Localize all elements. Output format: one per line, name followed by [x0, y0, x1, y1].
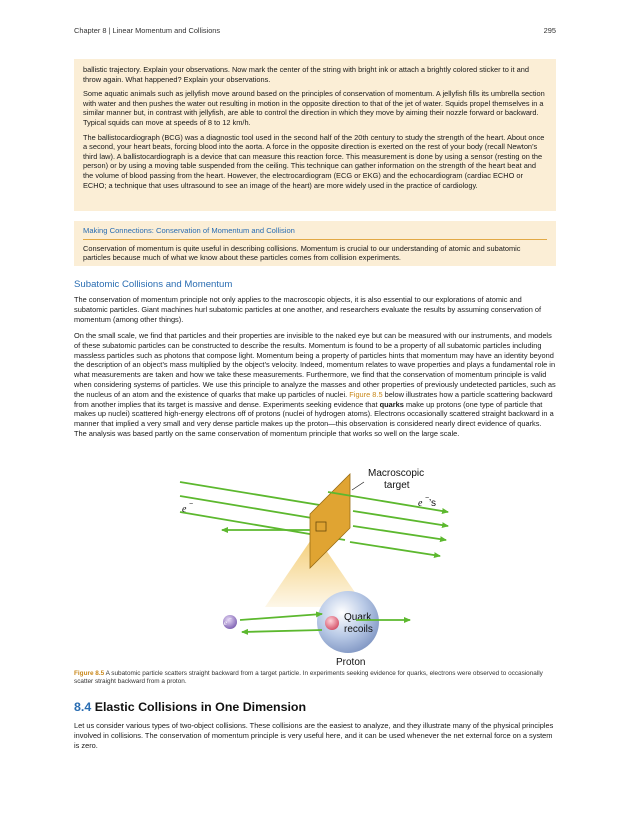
section-heading: Subatomic Collisions and Momentum	[74, 279, 233, 290]
box-title: Making Connections: Conservation of Momentum and Collision	[83, 226, 547, 240]
label-quark-line2: recoils	[344, 624, 373, 635]
label-e-small: e	[224, 619, 228, 627]
label-e-minus: e	[182, 504, 187, 515]
running-header	[74, 26, 556, 38]
paragraph-1: The conservation of momentum principle not only applies to the macroscopic objects, it is also essential to our explorations of atomic and subatomic particles. Giant machines hurl subatomic particles at one another, and researchers evaluate the results by assuming conservation of momentum (among other things).	[74, 295, 542, 324]
caption-text: A subatomic particle scatters straight backward from a target particle. In experiments seeking evidence for quarks, electrons were observed to occasionally scatter straight backward from a proton.	[74, 670, 543, 686]
figure-caption	[74, 670, 556, 686]
label-e-s-sup: −	[425, 495, 430, 502]
page-number: 295	[543, 26, 556, 35]
chapter-title: Chapter 8 | Linear Momentum and Collisions	[74, 26, 221, 35]
caption-label: Figure 8.5	[74, 670, 105, 677]
box-paragraph-3: The ballistocardiograph (BCG) was a diagnostic tool used in the second half of the 20th century to study the strength of the heart. About once a second, your heart beats, forcing blood into the aorta. A force in the opposite direction is exerted on the rest of your body (recall Newton’s third law). A ballistocardiograph is a device that can measure this reaction force. This measurement is done by using a sensor (resting on the person) or by using a moving table suspended from the ceiling. This technique can gather information on the strength of the heart beat and the volume of blood passing from the heart. However, the electrocardiogram (ECG or EKG) and the echocardiogram (cardiac ECHO or ECHO; a technique that uses ultrasound to see an image of the heart) are more widely used in the practice of cardiology.	[83, 132, 545, 190]
bold-term-quarks: quarks	[379, 399, 404, 409]
outgoing-arrow-2	[353, 526, 446, 540]
outgoing-arrow-3	[350, 542, 440, 556]
label-e-minus-sup: −	[189, 501, 194, 508]
figure-scattering-diagram	[150, 462, 480, 667]
section-title: Elastic Collisions in One Dimension	[94, 700, 307, 714]
electron-backscatter-arrow	[242, 630, 322, 632]
label-target-leader	[352, 482, 364, 490]
label-e-s: e	[418, 498, 423, 509]
label-target-line2: target	[384, 480, 410, 491]
label-e-small-sup: −	[229, 616, 232, 622]
label-e-s-suffix: ’s	[429, 498, 437, 509]
box-paragraph-2: Some aquatic animals such as jellyfish move around based on the principles of conservation of momentum. A jellyfish fills its umbrella section with water and then pushes the water out resulting in motion in the opposite direction to that of the jet of water. Squids propel themselves in a similar manner but, in contrast with jellyfish, are able to control the direction in which they move by aiming their nozzle forward or backward. Typical squids can move at speeds of 8 to 12 km/h.	[83, 89, 545, 127]
box-text: Conservation of momentum is quite useful in describing collisions. Momentum is crucial to our understanding of atomic and subatomic particles because much of what we know about these particles comes from collision experiments.	[83, 243, 521, 263]
label-quark-line1: Quark	[344, 612, 372, 623]
outgoing-arrow-1	[353, 511, 448, 526]
paragraph-2-text-c: make up protons (one type of particle that makes up nuclei) scattered high-energy electrons off of protons (nuclei of hydrogen atoms). Electrons occasionally scattered straight backward in a manner that implied a very small and very dense particle makes up the proton—this observation is considered nearly direct evidence of quarks. The analysis was based partly on the same conservation of momentum principle that works so well on the large scale.	[74, 399, 554, 438]
paragraph-2	[74, 331, 556, 439]
activity-box	[74, 59, 556, 211]
label-proton: Proton	[336, 657, 366, 667]
paragraph-2-text-b: below illustrates how a particle scattering backward from another implies that its target is massive and dense. Experiments seeking evidence that	[74, 389, 553, 409]
section-8-4-intro: Let us consider various types of two-object collisions. These collisions are the easiest to analyze, and they illustrate many of the physical principles involved in collisions. The conservation of momentum principle is very useful here, and it can be used whenever the net external force on a system is zero.	[74, 721, 554, 750]
quark	[325, 616, 339, 630]
paragraph-2-text-a: On the small scale, we find that particles and their properties are invisible to the naked eye but can be measured with our instruments, and models of these subatomic particles can be constructed to describe the results. Momentum is found to be a property of all subatomic particles including massless particles such as photons that compose light. Momentum being a property of particles hints that momentum may have an identity beyond the description of an object’s mass multiplied by the object’s velocity. Indeed, momentum relates to wave properties and plays a fundamental role in what measurements are taken and how we take these measurements. Furthermore, we find that the conservation of momentum principle is valid when considering systems of particles. We use this principle to analyze the masses and other properties of previously undetected particles, such as the nucleus of an atom and the existence of quarks that make up particles of nuclei.	[74, 331, 556, 399]
section-number: 8.4	[74, 700, 92, 714]
macroscopic-target	[310, 474, 350, 568]
box-paragraph-1: ballistic trajectory. Explain your observations. Now mark the center of the string with bright ink or attach a brightly colored sticker to it and throw again. What happened? Explain your observations.	[83, 65, 529, 84]
label-target-line1: Macroscopic	[368, 468, 425, 479]
making-connections-box	[74, 221, 556, 266]
section-8-4-heading	[74, 700, 306, 714]
figure-link[interactable]: Figure 8.5	[349, 389, 383, 399]
electron-incoming-arrow	[240, 614, 322, 620]
